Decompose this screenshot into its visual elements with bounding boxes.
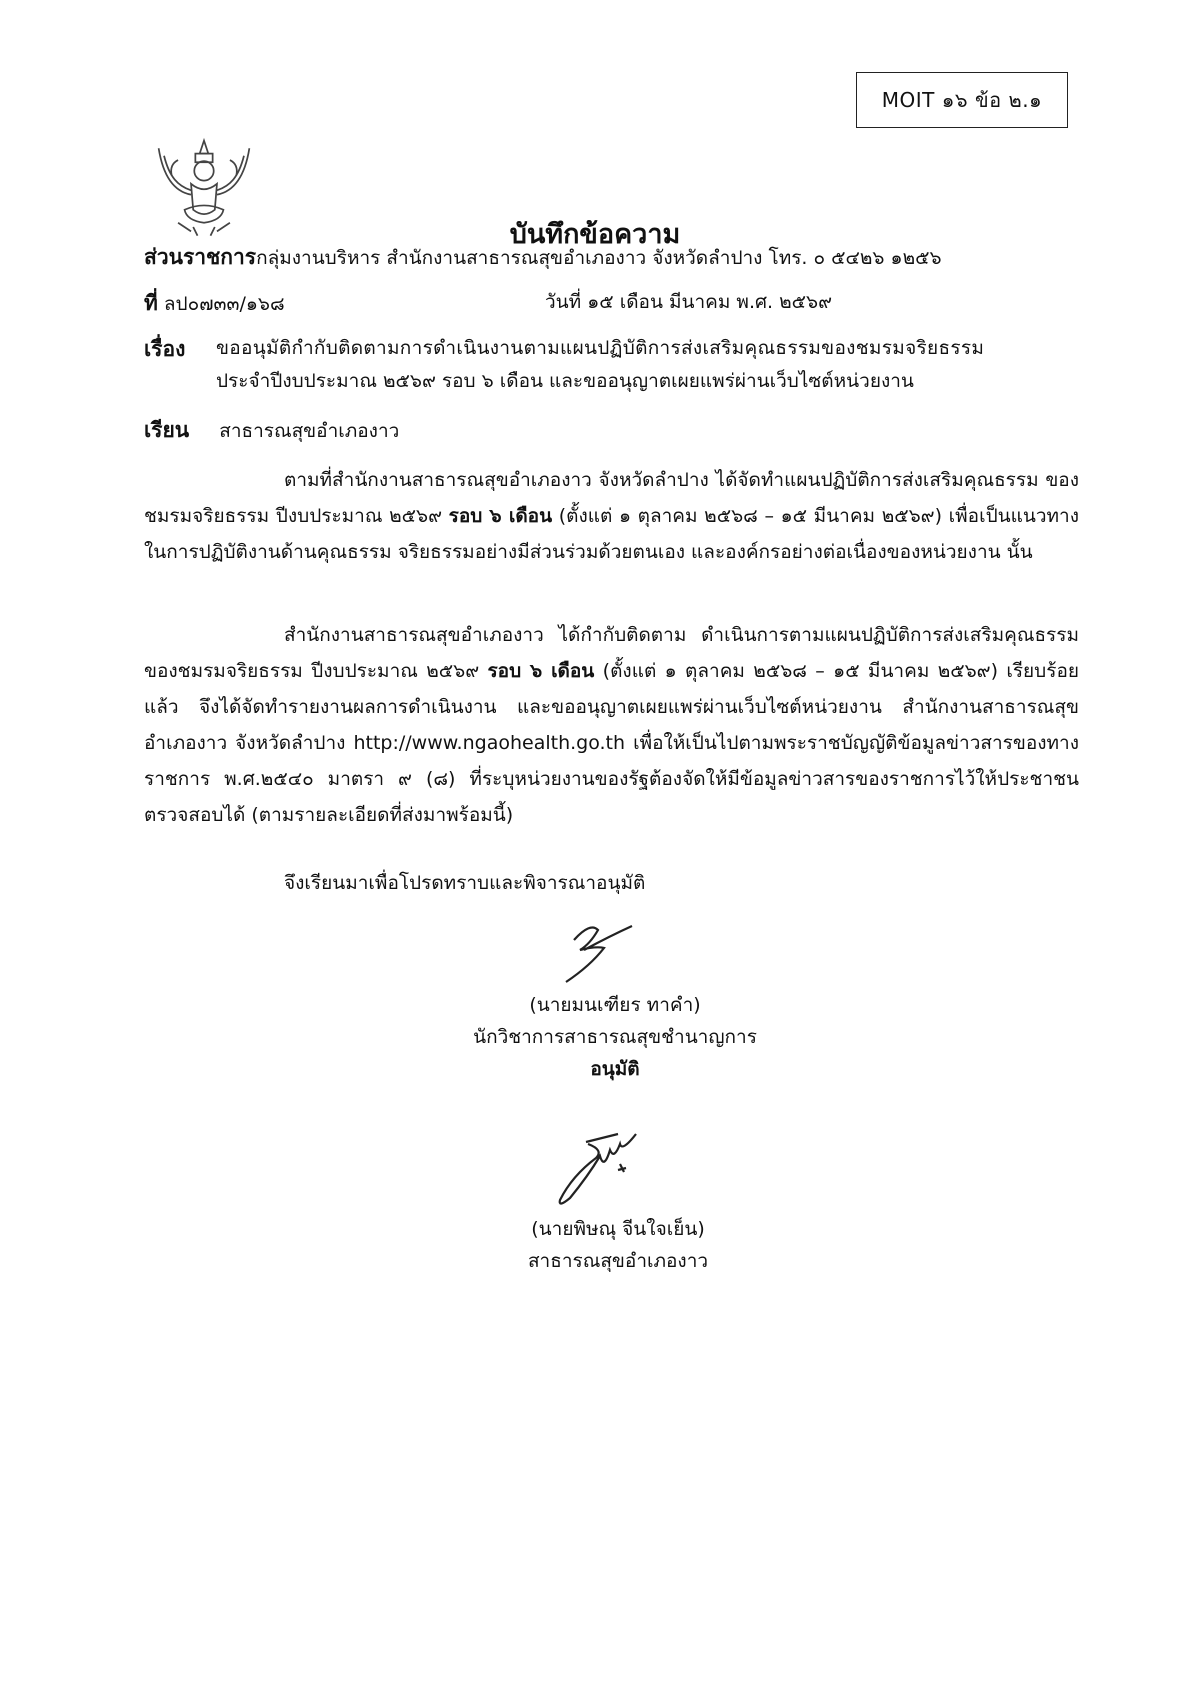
p1-text-a: ตามที่สำนักงานสาธารณสุขอำเภองาว จังหวัดลำปาง ได้จัดทำแผนปฏิบัติการส่งเสริมคุณธรรม ของชมรมจริยธรรม ปีงบประมาณ ๒๕๖๙ [144,469,1079,527]
p2-text-b: (ตั้งแต่ ๑ ตุลาคม ๒๕๖๘ – ๑๕ มีนาคม ๒๕๖๙) เรียบร้อยแล้ว จึงได้จัดทำรายงานผลการดำเนินงาน และขออนุญาตเผยแพร่ผ่านเว็บไซต์หน่วยงาน สำนักงานสาธารณสุข อำเภองาว จังหวัดลำปาง http://www.ngaohealth.go.th เพื่อให้เป็นไปตามพระราชบัญญัติข้อมูลข่าวสารของทางราชการ พ.ศ.๒๕๔๐ มาตรา ๙ (๘) ที่ระบุหน่วยงานของรัฐต้องจัดให้มีข้อมูลข่าวสารของราชการไว้ให้ประชาชนตรวจสอบได้ (ตามรายละเอียดที่ส่งมาพร้อมนี้) [144,660,1079,826]
subject-line-2: ประจำปีงบประมาณ ๒๕๖๙ รอบ ๖ เดือน และขออนุญาตเผยแพร่ผ่านเว็บไซต์หน่วยงาน [216,370,914,392]
subject-label-wrap [144,333,185,366]
p1-bold: รอบ ๖ เดือน [448,505,553,527]
addressee-value: สาธารณสุขอำเภองาว [219,420,400,442]
signer-2-position: สาธารณสุขอำเภองาว [527,1250,709,1272]
document-title: บันทึกข้อความ [509,219,681,250]
agency-label: ส่วนราชการ [144,245,257,269]
form-reference-text: MOIT ๑๖ ข้อ ๒.๑ [881,88,1043,112]
form-reference-box [856,72,1068,128]
subject-line-1: ขออนุมัติกำกับติดตามการดำเนินงานตามแผนปฏิบัติการส่งเสริมคุณธรรมของชมรมจริยธรรม [216,337,985,359]
approval-label: อนุมัติ [590,1058,640,1080]
signature-1-icon [560,918,650,990]
reference-number: ลป๐๗๓๓/๑๖๘ [163,293,285,315]
p2-bold: รอบ ๖ เดือน [487,660,595,682]
p1-text-b: (ตั้งแต่ ๑ ตุลาคม ๒๕๖๘ – ๑๕ มีนาคม ๒๕๖๙) เพื่อเป็นแนวทางในการปฏิบัติงานด้านคุณธรรม จริยธรรมอย่างมีส่วนร่วมด้วยตนเอง และองค์กรอย่างต่อเนื่องของหน่วยงาน นั้น [144,505,1080,563]
reference-label: ที่ [144,291,158,315]
closing-line: จึงเรียนมาเพื่อโปรดทราบและพิจารณาอนุมัติ [284,872,646,894]
signature-2-icon [548,1128,658,1208]
subject-label: เรื่อง [144,337,186,361]
addressee-line [144,414,399,447]
date-text: วันที่ ๑๕ เดือน มีนาคม พ.ศ. ๒๕๖๙ [545,291,833,313]
signer-1-position: นักวิชาการสาธารณสุขชำนาญการ [473,1026,757,1048]
signer-1-name: (นายมนเฑียร ทาคำ) [529,994,701,1016]
reference-line [144,287,285,320]
agency-value: กลุ่มงานบริหาร สำนักงานสาธารณสุขอำเภองาว จังหวัดลำปาง โทร. ๐ ๕๔๒๖ ๑๒๕๖ [256,247,942,269]
date-line [545,287,832,317]
body-paragraph-1 [144,462,1079,570]
addressee-label: เรียน [144,418,190,442]
body-paragraph-2 [144,617,1079,833]
p2-text-a: สำนักงานสาธารณสุขอำเภองาว ได้กำกับติดตาม ดำเนินการตามแผนปฏิบัติการส่งเสริมคุณธรรม ของชมรมจริยธรรม ปีงบประมาณ ๒๕๖๙ [144,624,1079,682]
signer-2-name: (นายพิษณุ จีนใจเย็น) [531,1218,705,1240]
agency-line [144,241,942,274]
